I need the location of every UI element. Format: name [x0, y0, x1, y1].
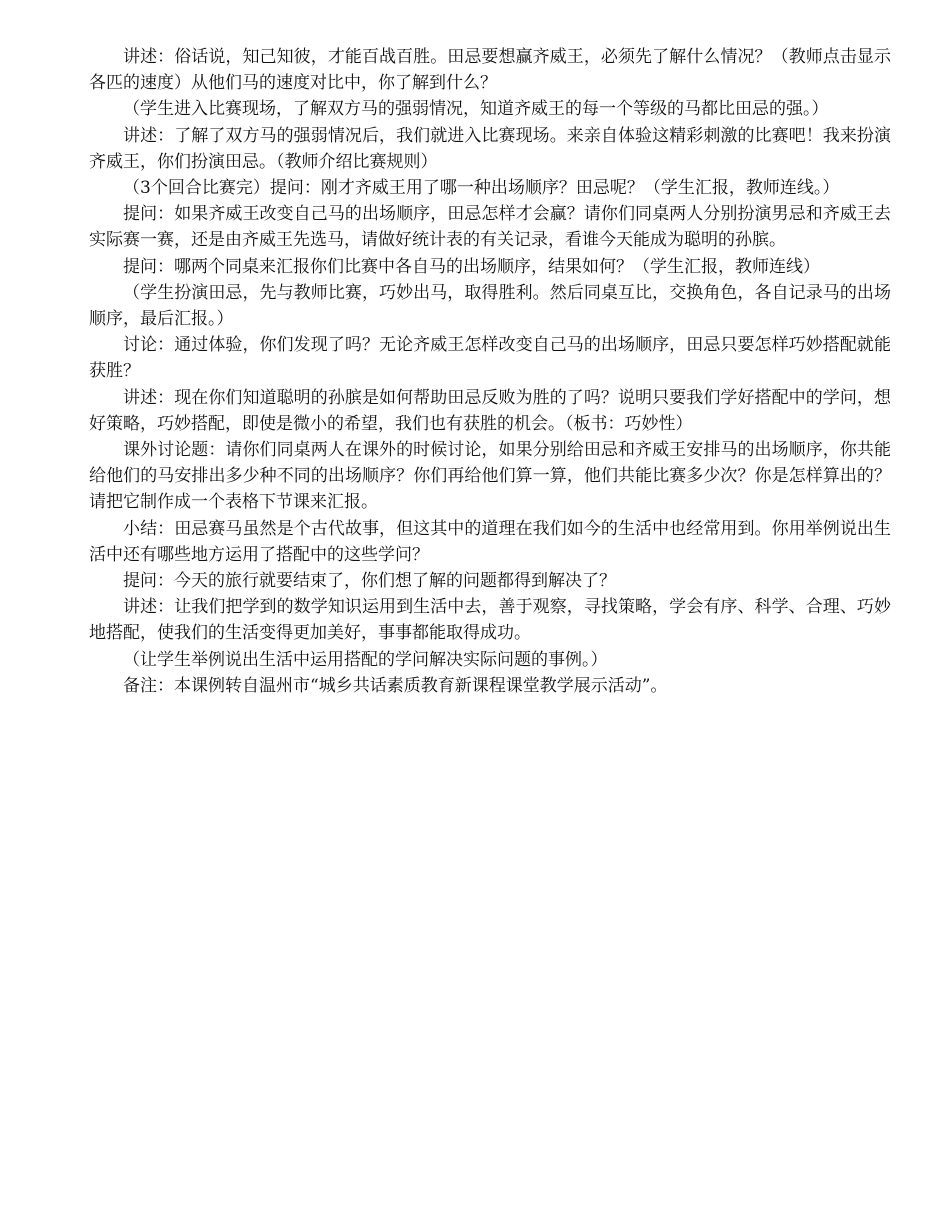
paragraph-teacher-narration-2: 讲述：了解了双方马的强弱情况后，我们就进入比赛现场。来亲自体验这精彩刺激的比赛吧！我来扮演齐威王，你们扮演田忌。（教师介绍比赛规则）: [89, 125, 891, 172]
paragraph-question-3: 提问：哪两个同桌来汇报你们比赛中各自马的出场顺序，结果如何？（学生汇报，教师连线）: [123, 256, 820, 277]
paragraph-homework-discussion: 课外讨论题：请你们同桌两人在课外的时候讨论，如果分别给田忌和齐威王安排马的出场顺序，你共能给他们的马安排出多少种不同的出场顺序？你们再给他们算一算，他们共能比赛多少次？你是怎样算出的？请把它制作成一个表格下节课来汇报。: [89, 440, 891, 513]
paragraph-student-activity-1: （学生进入比赛现场，了解双方马的强弱情况，知道齐威王的每一个等级的马都比田忌的强。）: [123, 99, 829, 120]
paragraph-question-1: （3个回合比赛完）提问：刚才齐威王用了哪一种出场顺序？田忌呢？（学生汇报，教师连线。）: [123, 178, 840, 199]
paragraph-discussion: 讨论：通过体验，你们发现了吗？无论齐威王怎样改变自己马的出场顺序，田忌只要怎样巧妙搭配就能获胜？: [89, 335, 891, 382]
paragraph-question-2: 提问：如果齐威王改变自己马的出场顺序，田忌怎样才会赢？请你们同桌两人分别扮演男忌和齐威王去实际赛一赛，还是由齐威王先选马，请做好统计表的有关记录，看谁今天能成为聪明的孙膑。: [89, 204, 891, 251]
paragraph-student-activity-3: （让学生举例说出生活中运用搭配的学问解决实际问题的事例。）: [123, 649, 608, 670]
paragraph-summary: 小结：田忌赛马虽然是个古代故事，但这其中的道理在我们如今的生活中也经常用到。你用举例说出生活中还有哪些地方运用了搭配中的这些学问？: [89, 518, 891, 565]
paragraph-teacher-narration-3: 讲述：现在你们知道聪明的孙膑是如何帮助田忌反败为胜的了吗？说明只要我们学好搭配中的学问，想好策略，巧妙搭配，即使是微小的希望，我们也有获胜的机会。（板书：巧妙性）: [89, 387, 891, 434]
paragraph-question-4: 提问：今天的旅行就要结束了，你们想了解的问题都得到解决了？: [123, 571, 616, 592]
paragraph-note: 备注：本课例转自温州市“城乡共话素质教育新课程课堂教学展示活动”。: [123, 675, 668, 696]
document-body: [89, 44, 891, 699]
paragraph-student-activity-2: （学生扮演田忌，先与教师比赛，巧妙出马，取得胜利。然后同桌互比，交换角色，各自记录马的出场顺序，最后汇报。）: [89, 282, 891, 330]
paragraph-teacher-narration-1: 讲述：俗话说，知己知彼，才能百战百胜。田忌要想赢齐威王，必须先了解什么情况？（教师点击显示各匹的速度）从他们马的速度对比中，你了解到什么？: [89, 47, 891, 94]
paragraph-teacher-narration-4: 讲述：让我们把学到的数学知识运用到生活中去，善于观察，寻找策略，学会有序、科学、合理、巧妙地搭配，使我们的生活变得更加美好，事事都能取得成功。: [89, 597, 891, 644]
